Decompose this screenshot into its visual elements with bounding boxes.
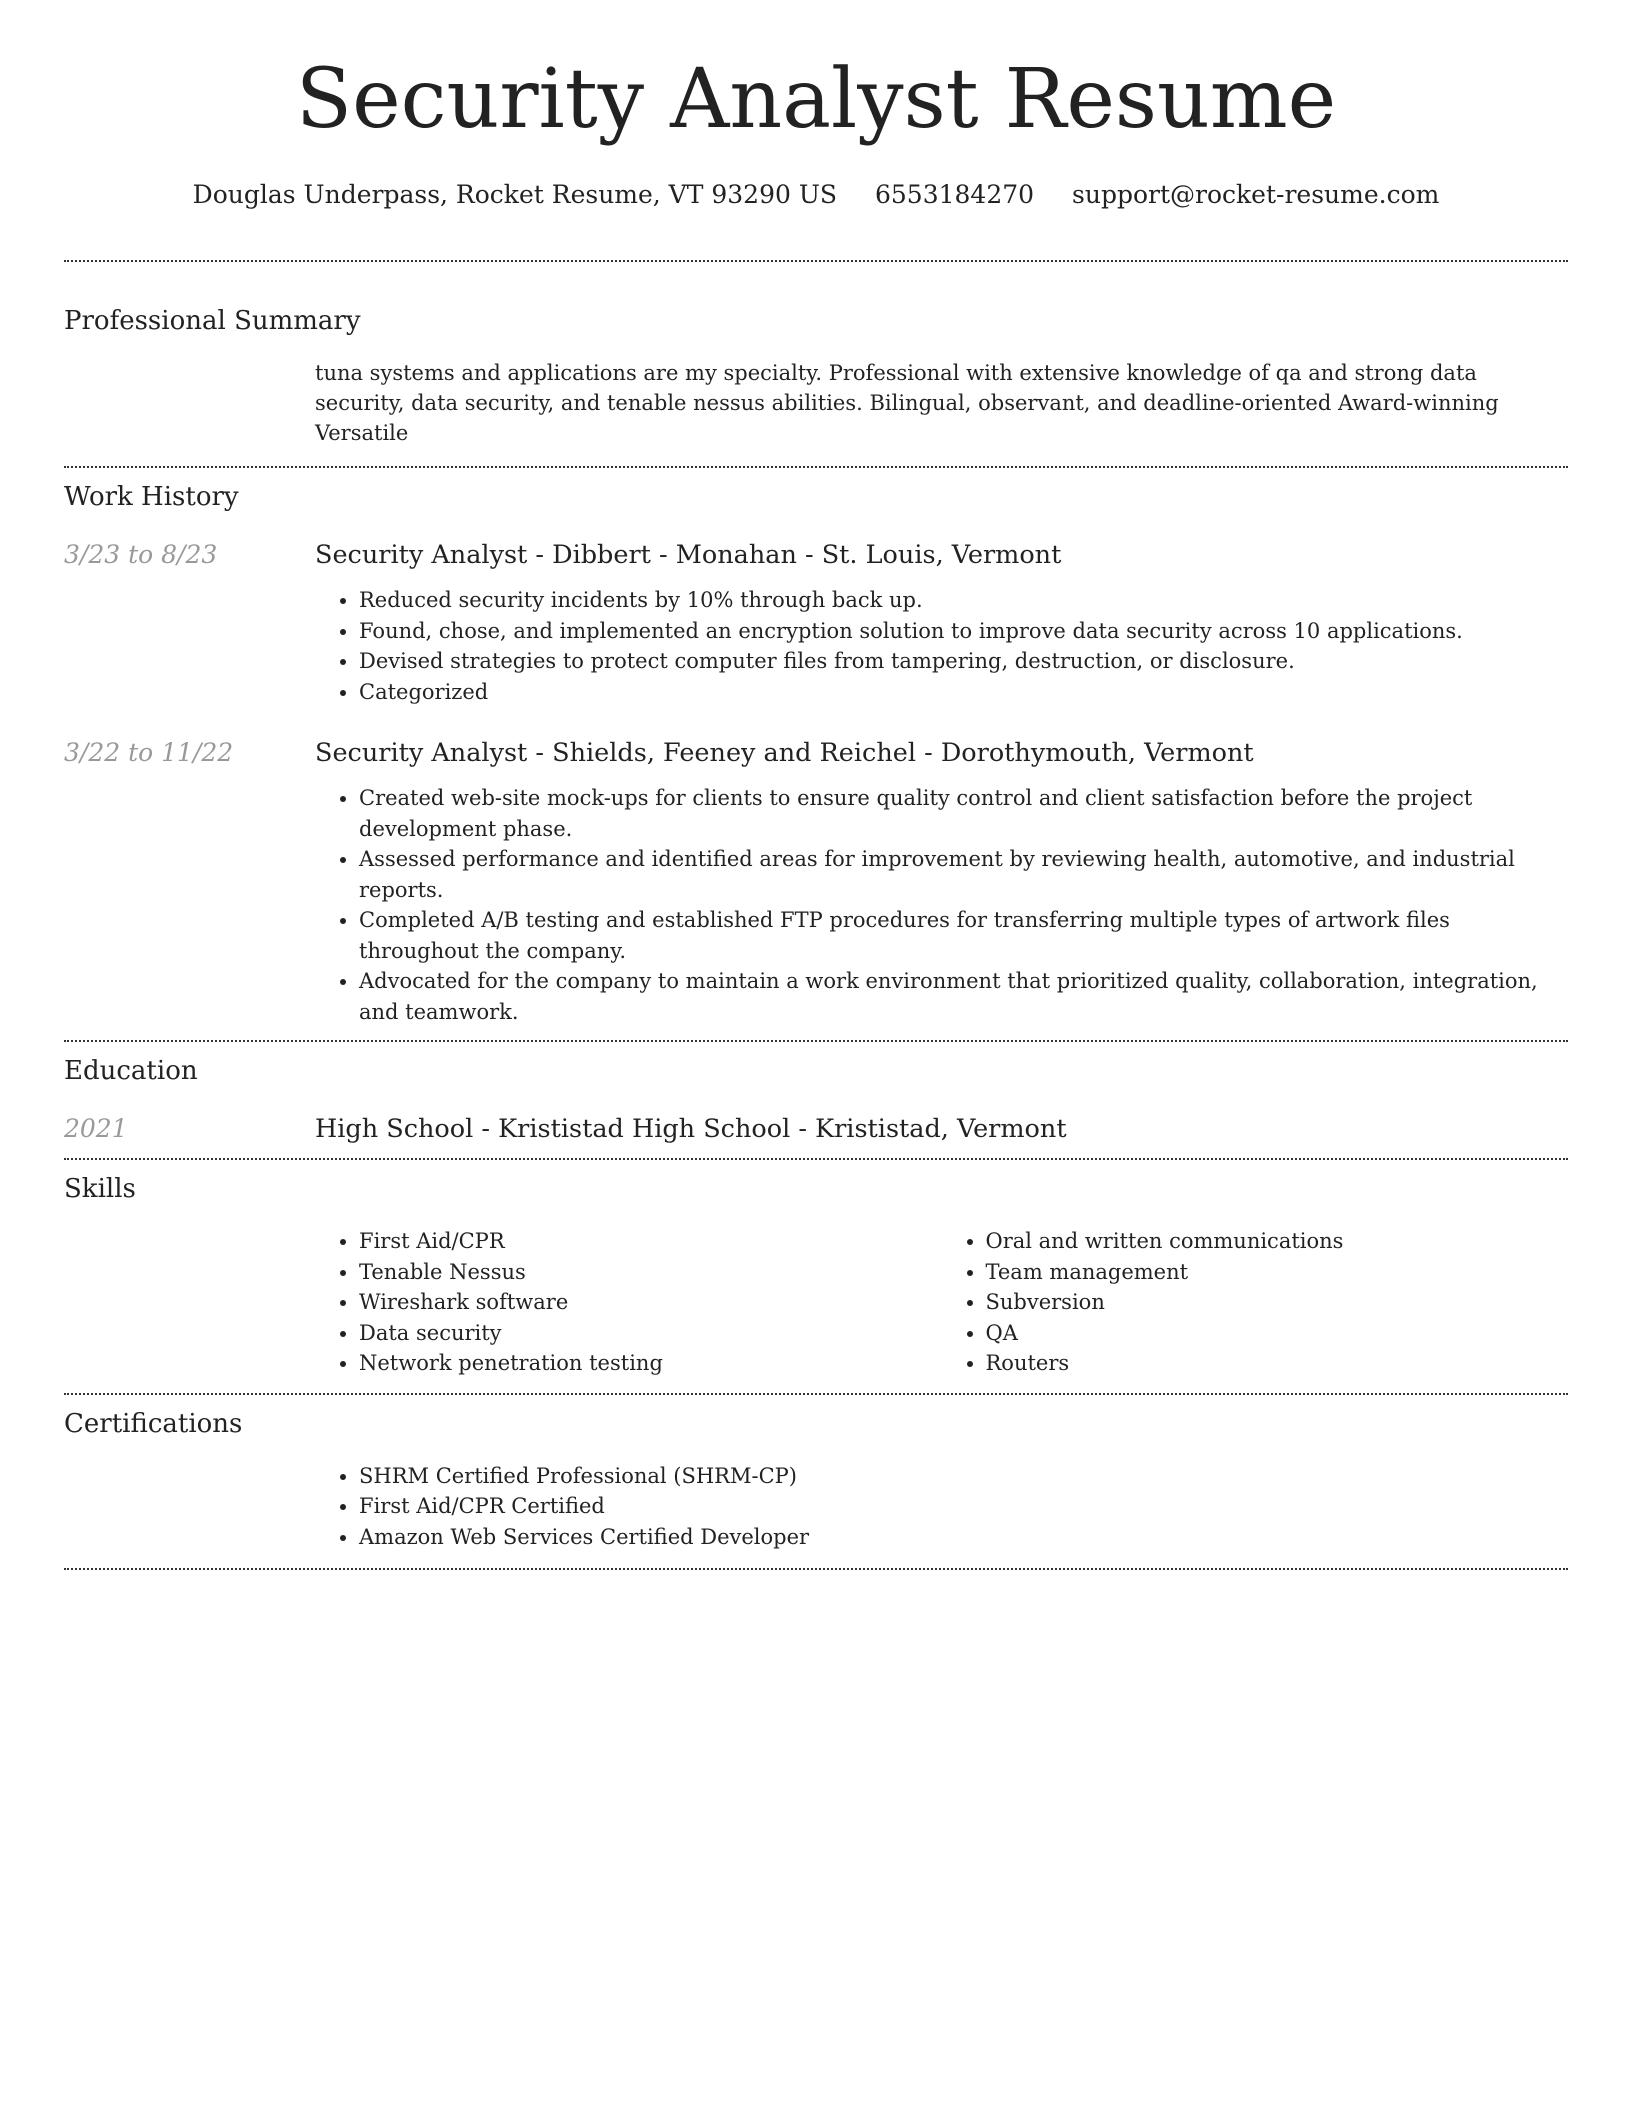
list-item: • Completed A/B testing and established FTP procedures for transferring multiple types of artwork files throughout the company. (359, 905, 1568, 966)
list-item: • Assessed performance and identified areas for improvement by reviewing health, automotive, and industrial reports. (359, 844, 1568, 905)
job-dates: 3/22 to 11/22 (64, 738, 234, 767)
job-title: Security Analyst - Dibbert - Monahan - St. Louis, Vermont (315, 540, 1062, 570)
job-title: Security Analyst - Shields, Feeney and Reichel - Dorothymouth, Vermont (315, 738, 1254, 768)
skills-section (64, 1160, 1568, 1393)
education-title: High School - Krististad High School - Krististad, Vermont (315, 1114, 1067, 1144)
skills-list-left (315, 1226, 942, 1379)
list-item: • Found, chose, and implemented an encryption solution to improve data security across 10 applications. (359, 616, 1568, 647)
list-item: • Routers (986, 1348, 1569, 1379)
job-dates: 3/23 to 8/23 (64, 540, 218, 569)
work-history-section (64, 468, 1568, 1040)
list-item: • Created web-site mock-ups for clients to ensure quality control and client satisfaction before the project development phase. (359, 783, 1568, 844)
contact-address: Douglas Underpass, Rocket Resume, VT 93290 US (192, 180, 838, 209)
education-year: 2021 (64, 1114, 128, 1143)
list-item: • Amazon Web Services Certified Developer (359, 1522, 1568, 1553)
summary-section (64, 262, 1568, 466)
job-entry (64, 538, 1568, 707)
education-entry (64, 1112, 1568, 1146)
list-item: • Network penetration testing (359, 1348, 942, 1379)
list-item: • QA (986, 1318, 1569, 1349)
education-section (64, 1042, 1568, 1158)
list-item: • Team management (986, 1257, 1569, 1288)
certifications-section (64, 1395, 1568, 1569)
list-item: • SHRM Certified Professional (SHRM-CP) (359, 1461, 1568, 1492)
list-item: • Devised strategies to protect computer files from tampering, destruction, or disclosure. (359, 646, 1568, 677)
list-item: • Oral and written communications (986, 1226, 1569, 1257)
summary-heading: Professional Summary (64, 306, 361, 336)
list-item: • Advocated for the company to maintain a work environment that prioritized quality, collaboration, integration, and teamwork. (359, 966, 1568, 1027)
contact-line (64, 178, 1568, 212)
contact-phone: 6553184270 (875, 180, 1035, 209)
resume-title: Security Analyst Resume (295, 52, 1337, 147)
certifications-list (315, 1461, 1568, 1553)
divider (64, 1568, 1568, 1570)
job-bullets (315, 585, 1568, 707)
summary-text: tuna systems and applications are my specialty. Professional with extensive knowledge of qa and strong data security, data security, and tenable nessus abilities. Bilingual, observant, and deadline-oriented Award-winning Versatile (315, 361, 1499, 445)
skills-heading: Skills (64, 1174, 136, 1204)
work-history-heading: Work History (64, 482, 239, 512)
skills-list-right (942, 1226, 1569, 1379)
list-item: • Reduced security incidents by 10% through back up. (359, 585, 1568, 616)
list-item: • Tenable Nessus (359, 1257, 942, 1288)
list-item: • First Aid/CPR (359, 1226, 942, 1257)
list-item: • Categorized (359, 677, 1568, 708)
list-item: • Wireshark software (359, 1287, 942, 1318)
list-item: • First Aid/CPR Certified (359, 1491, 1568, 1522)
education-heading: Education (64, 1056, 198, 1086)
certifications-heading: Certifications (64, 1408, 243, 1439)
contact-email: support@rocket-resume.com (1072, 180, 1440, 209)
job-entry (64, 736, 1568, 1027)
list-item: • Subversion (986, 1287, 1569, 1318)
list-item: • Data security (359, 1318, 942, 1349)
job-bullets (315, 783, 1568, 1027)
